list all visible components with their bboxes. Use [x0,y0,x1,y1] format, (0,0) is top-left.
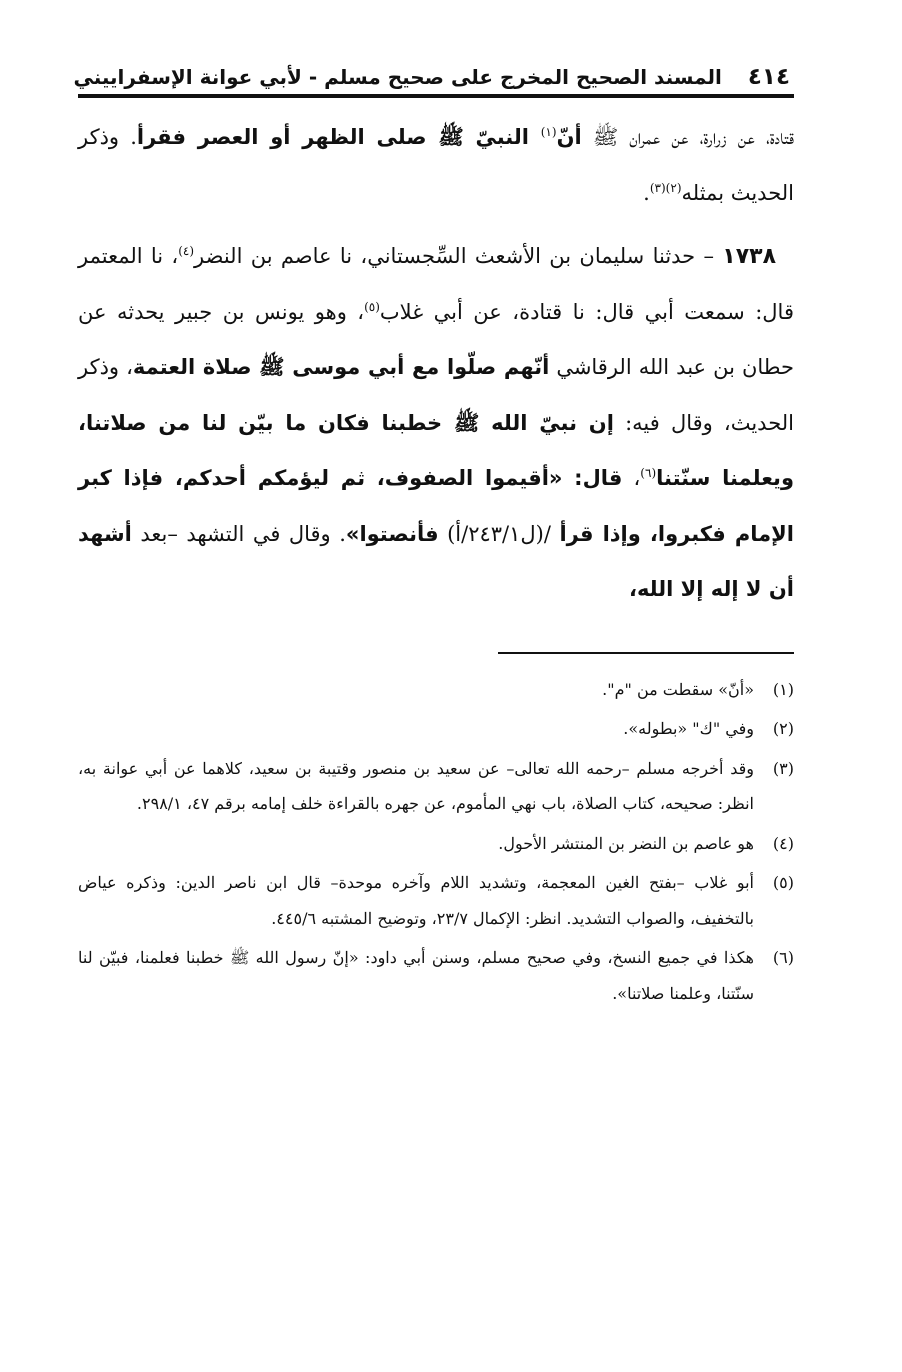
running-title: المسند الصحيح المخرج على صحيح مسلم - لأبي عوانة الإسفراييني [73,65,722,89]
text-run: . وقال في التشهد –بعد [131,521,346,546]
footnote-ref-3[interactable]: (٣) [649,180,666,195]
footnote-ref-2[interactable]: (٢) [665,180,682,195]
footnote-number: (٤) [772,833,794,853]
running-header [73,64,794,98]
footnote-text: هكذا في جميع النسخ، وفي صحيح مسلم، وسنن أبي داود: «إنّ رسول الله ﷺ خطبنا فعلمنا، فبيّن لنا سنّتنا، وعلمنا صلاتنا». [78,948,754,1003]
footnote-number: (٥) [772,873,794,892]
text-run: ، وهو يونس بن جبير يحدثه عن حطان بن عبد الله الرقاشي [78,299,794,379]
text-run: قتادة، عن زرارة، عن عمران ﷺ [581,125,794,149]
footnote-item [78,672,794,708]
book-page [73,64,795,1011]
footnote-ref-5[interactable]: (٥) [364,299,380,314]
footnote-number: (٣) [772,758,794,778]
hadith-number: ١٧٣٨ [722,244,776,269]
text-run: ، نا المعتمر قال: سمعت أبي قال: نا قتادة، عن أبي غلاب [78,244,794,324]
footnote-number: (٢) [772,719,794,738]
footnote-item [78,940,794,1011]
footnote-ref-1[interactable]: (١) [540,125,557,139]
paragraph-2 [78,229,794,618]
footnote-text: وقد أخرجه مسلم –رحمه الله تعالى– عن سعيد بن منصور وقتيبة بن سعيد، كلاهما عن أبي عوانة به، انظر: صحيحه، كتاب الصلاة، باب نهي المأموم، عن جهره بالقراءة خلف إمامه برقم ٤٧، ٢٩٨/١. [78,758,754,813]
bold-run: أنّهم صلّوا مع أبي موسى ﷺ صلاة العتمة [132,355,550,379]
footnote-item [78,711,794,747]
text-run: ، [622,466,641,490]
footnotes [78,672,794,1012]
footnote-number: (٦) [772,948,794,967]
bold-run: فأنصتوا» [345,521,439,546]
footnote-item [78,751,794,822]
footnote-text: وفي "ك" «بطوله». [623,719,754,738]
bold-run: أشهد أن لا إله إلا الله، [78,521,794,601]
bold-run: قال: «أقيموا الصفوف، ثم ليؤمكم أحدكم، فإذا كبر الإمام فكبروا، وإذا قرأ [78,466,795,546]
text-run: – حدثنا سليمان بن الأشعث السِّجستاني، نا عاصم بن النضر [194,244,723,268]
footnote-text: هو عاصم بن النضر بن المنتشر الأحول. [498,833,754,853]
footnote-item [78,865,794,936]
text-run: . [643,180,650,205]
main-text [78,110,794,618]
bold-run: أنّ [556,125,582,149]
footnote-item [78,826,794,862]
paragraph-1 [78,110,794,221]
footnote-ref-6[interactable]: (٦) [640,466,657,480]
page-number: ٤١٤ [747,64,790,90]
footnote-ref-4[interactable]: (٤) [178,244,195,258]
footnote-number: (١) [772,679,794,699]
text-run: ، وذكر الحديث، وقال فيه: [78,355,794,435]
text-run: . وذكر الحديث بمثله [78,125,794,205]
footnote-separator [498,652,794,654]
footnote-text: أبو غلاب –بفتح الغين المعجمة، وتشديد اللام وآخره موحدة– قال ابن ناصر الدين: وذكره عياض بالتخفيف، والصواب التشديد. انظر: الإكمال ٢٣/٧، وتوضيح المشتبه ٤٤٥/٦. [78,873,754,928]
bold-run: النبيّ ﷺ صلى الظهر أو العصر فقرأ [136,125,541,149]
footnote-text: «أنّ» سقطت من "م". [602,679,754,699]
manuscript-ref: /(ل٢٤٣/١/أ) [438,521,560,546]
bold-run: إن نبيّ الله ﷺ خطبنا فكان ما بيّن لنا من صلاتنا، ويعلمنا سنّتنا [78,410,794,490]
